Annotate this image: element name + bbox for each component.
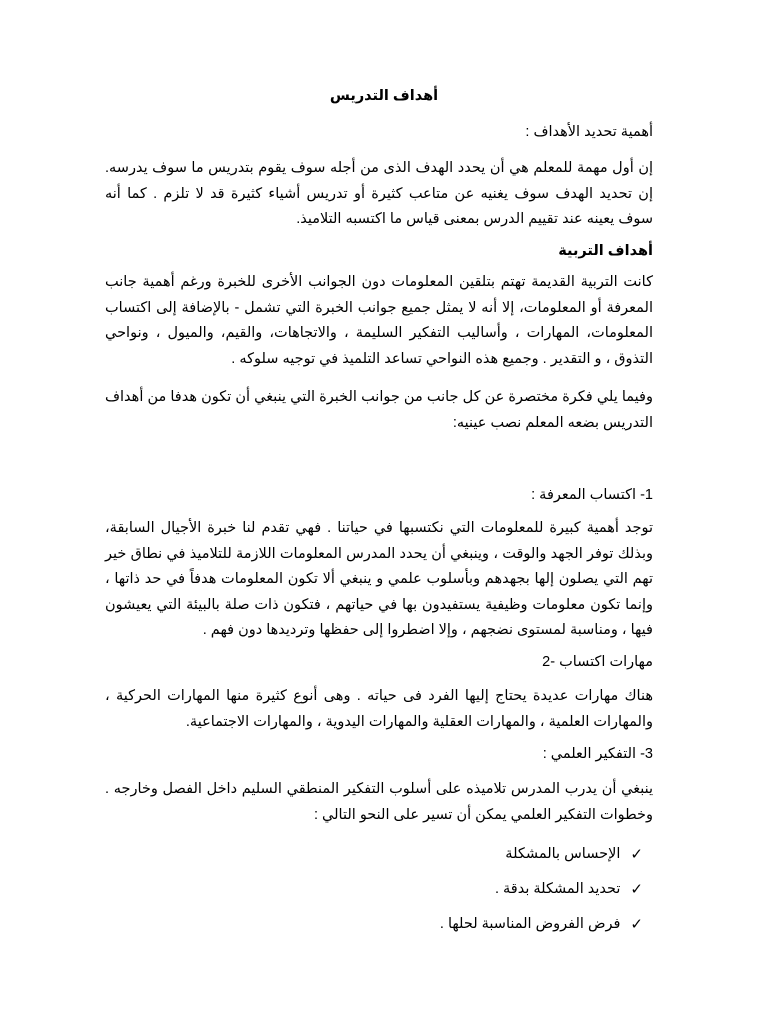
item-skills-heading: مهارات اكتساب -2 [542, 654, 653, 670]
step-label: تحديد المشكلة بدقة . [494, 881, 621, 897]
step-label: فرض الفروض المناسبة لحلها . [439, 916, 621, 932]
section-importance-heading: أهمية تحديد الأهداف : [525, 124, 653, 140]
item-knowledge-paragraph: توجد أهمية كبيرة للمعلومات التي نكتسبها في حياتنا . فهي تقدم لنا خبرة الأجيال السابقة، وبذلك توفر الجهد والوقت ، وينبغي أن يحدد المدرس المعلومات اللازمة للتلاميذ في نطاق خير تهم التي يصلون إلها بجهدهم وبأسلوب علمي و ينبغي ألا تكون المعلومات هدفاً في حد ذاتها ، وإنما تكون معلومات وظيفية يستفيدون بها في حياتهم ، فتكون ذات صلة بالبيئة التي يعيشون فيها ، ومناسبة لمستوى نضجهم ، وإلا اضطروا إلى حفظها وترديدها دون فهم . [105, 520, 653, 638]
item-knowledge-heading: 1- اكتساب المعرفة : [531, 487, 653, 503]
check-mark-icon: ✓ [630, 915, 643, 933]
list-item [505, 842, 643, 866]
item-scientific-thinking-paragraph: ينبغي أن يدرب المدرس تلاميذه على أسلوب التفكير المنطقي السليم داخل الفصل وخارجه . وخطوات التفكير العلمي يمكن أن تسير على النحو التالي : [105, 781, 653, 823]
list-item [495, 877, 643, 901]
step-label: الإحساس بالمشكلة [505, 846, 621, 862]
page-title: أهداف التدريس [329, 88, 439, 104]
section-education-goals-paragraph-1: كانت التربية القديمة تهتم بتلقين المعلومات دون الجوانب الأخرى للخبرة ورغم أهمية جانب المعرفة أو المعلومات، إلا أنه لا يمثل جميع جوانب الخبرة التي تشمل - بالإضافة إلى اكتساب المعلومات، المهارات ، وأساليب التفكير السليمة ، والاتجاهات، والقيم، والميول ، ونواحي التذوق ، و التقدير . وجميع هذه النواحي تساعد التلميذ في توجيه سلوكه . [105, 274, 653, 367]
section-education-goals-heading: أهداف التربية [558, 243, 653, 259]
check-mark-icon: ✓ [630, 880, 643, 898]
list-item [440, 912, 643, 936]
section-education-goals-paragraph-2: وفيما يلي فكرة مختصرة عن كل جانب من جوانب الخبرة التي ينبغي أن تكون هدفا من أهداف التدريس بضعه المعلم نصب عينيه: [105, 389, 653, 431]
item-scientific-thinking-heading: 3- التفكير العلمي : [542, 746, 653, 762]
section-importance-paragraph: إن أول مهمة للمعلم هي أن يحدد الهدف الذى من أجله سوف يقوم بتدريس ما سوف يدرسه. إن تحديد الهدف سوف يغنيه عن متاعب كثيرة أو تدريس أشياء كثيرة قد لا تلزم . كما أنه سوف يعينه عند تقييم الدرس بمعنى قياس ما اكتسبه التلاميذ. [105, 160, 653, 227]
item-skills-paragraph: هناك مهارات عديدة يحتاج إليها الفرد فى حياته . وهى أنوع كثيرة منها المهارات الحركية ، والمهارات العلمية ، والمهارات العقلية والمهارات اليدوية ، والمهارات الاجتماعية. [105, 688, 653, 730]
check-mark-icon: ✓ [630, 845, 643, 863]
